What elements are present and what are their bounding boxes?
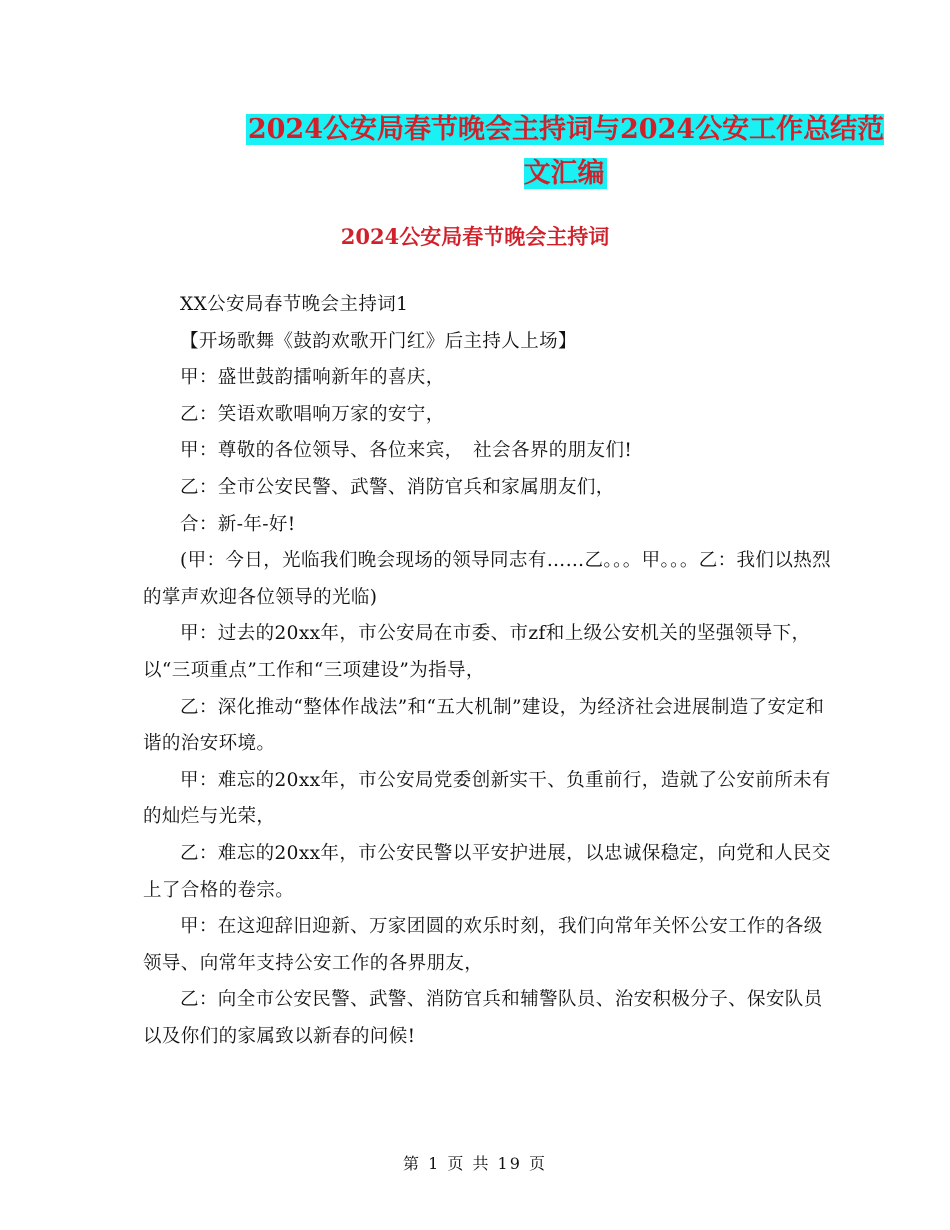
paragraph: 乙：向全市公安民警、武警、消防官兵和辅警队员、治安积极分子、保安队员以及你们的家属致以新春的问候!: [143, 989, 823, 1047]
document-body: [143, 287, 833, 1055]
paragraph: 甲：在这迎辞旧迎新、万家团圆的欢乐时刻，我们向常年关怀公安工作的各级领导、向常年支持公安工作的各界朋友，: [143, 916, 823, 974]
paragraph: 乙：难忘的20xx年，市公安民警以平安护进展，以忠诚保稳定，向党和人民交上了合格的卷宗。: [143, 842, 831, 901]
paragraph: 甲：尊敬的各位领导、各位来宾， 社会各界的朋友们!: [180, 440, 633, 462]
paragraph: (甲：今日，光临我们晚会现场的领导同志有……乙。。。甲。。。乙：我们以热烈的掌声欢迎各位领导的光临): [143, 550, 832, 608]
paragraph: 合：新-年-好!: [180, 513, 296, 535]
title-wrap: [0, 108, 950, 196]
document-title-text: 2024公安局春节晚会主持词与2024公安工作总结范文汇编: [247, 114, 885, 189]
document-title: [245, 108, 885, 196]
paragraph: 【开场歌舞《鼓韵欢歌开门红》后主持人上场】: [180, 330, 577, 352]
section-title: 2024公安局春节晚会主持词: [340, 224, 610, 249]
paragraph: 甲：过去的20xx年，市公安局在市委、市zf和上级公安机关的坚强领导下，以“三项重点”工作和“三项建设”为指导，: [143, 623, 811, 681]
page-footer: 第 1 页 共 19 页: [403, 1154, 547, 1173]
paragraph: 甲：难忘的20xx年，市公安局党委创新实干、负重前行，造就了公安前所未有的灿烂与光荣，: [143, 769, 831, 828]
paragraph: 乙：深化推动“整体作战法”和“五大机制”建设，为经济社会进展制造了安定和谐的治安环境。: [143, 696, 825, 755]
paragraph: XX公安局春节晚会主持词1: [180, 294, 409, 315]
paragraph: 乙：笑语欢歌唱响万家的安宁，: [180, 403, 445, 425]
paragraph: 乙：全市公安民警、武警、消防官兵和家属朋友们，: [180, 476, 615, 498]
paragraph: 甲：盛世鼓韵擂响新年的喜庆，: [180, 367, 445, 389]
